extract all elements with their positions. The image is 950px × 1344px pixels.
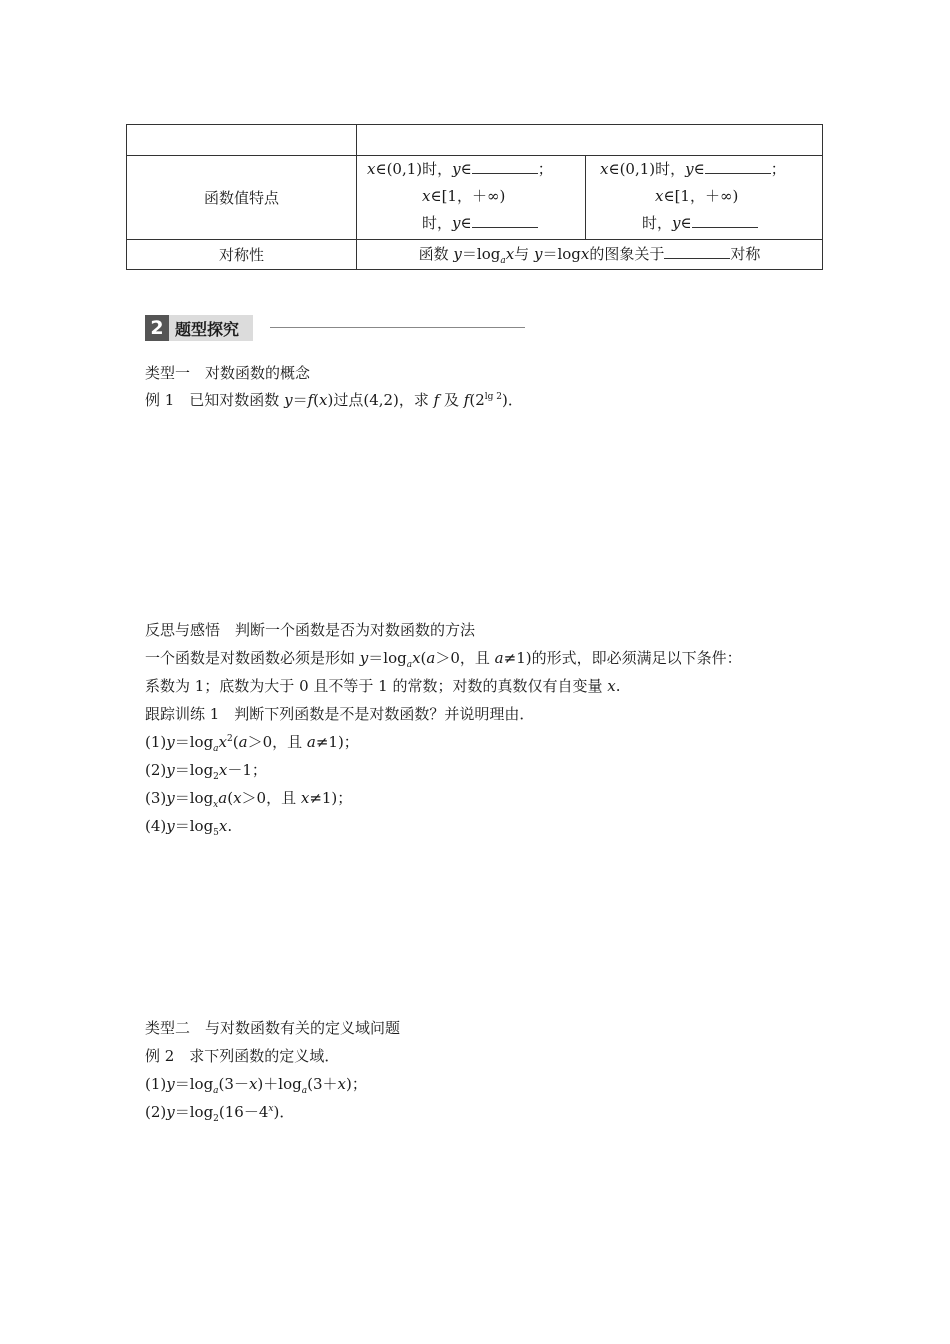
right-line3: 时，y∈ (642, 212, 758, 233)
example2-item2: $(2)y=\log_2(16-4^x)$． (145, 1103, 295, 1124)
left-line3: 时，y∈ (422, 212, 538, 233)
example2-item1: $(1)y=\log_a(3-x)+\log_a(3+x)$； (145, 1075, 367, 1096)
answer-blank[interactable] (664, 244, 730, 259)
example2-heading: 例 2 求下列函数的定义域． (145, 1047, 340, 1065)
left-line1: x∈(0,1)时，y∈ ； (367, 160, 553, 178)
reflection-heading: 反思与感悟 判断一个函数是否为对数函数的方法 (145, 621, 476, 639)
training1-item2: $(2)y=\log_2x-1$； (145, 761, 267, 782)
training1-item3: $(3)y=\log_xa(x>0$，且 x≠1)； (145, 789, 353, 810)
answer-blank[interactable] (472, 159, 538, 174)
table-row2-label-cell (126, 155, 356, 239)
right-line2: x∈[1，＋∞) (655, 187, 739, 205)
section-number: 2 (145, 315, 169, 341)
answer-blank[interactable] (705, 159, 771, 174)
reflection-line2: 系数为 1；底数为大于 0 且不等于 1 的常数；对数的真数仅有自变量 x. (145, 677, 621, 695)
type2-heading: 类型二 与对数函数有关的定义域问题 (145, 1019, 401, 1037)
table-row3-value-cell (356, 239, 823, 270)
example1: 例 1 已知对数函数 y＝f(x)过点(4,2)，求 f 及 $f(2^{lg 2})$． (145, 391, 523, 409)
properties-table (126, 124, 823, 270)
table-row2-right-cell (585, 155, 823, 239)
reflection-line1: 一个函数是对数函数必须是形如 $y=\log_ax(a>0$，且 a≠1)的形式，即必须满足以下条件： (145, 649, 742, 670)
section-title: 题型探究 (169, 315, 253, 341)
table-row2-left-cell (356, 155, 585, 239)
section-divider (270, 327, 525, 328)
answer-blank[interactable] (692, 213, 758, 228)
training1-heading: 跟踪训练 1 判断下列函数是不是对数函数？并说明理由． (145, 705, 535, 723)
table-row3-label: 对称性 (218, 246, 264, 264)
left-line2: x∈[1，＋∞) (422, 187, 506, 205)
answer-blank[interactable] (472, 213, 538, 228)
symmetry-statement: 函数 $y=\log_ax$与 y＝logx的图象关于 对称 (418, 245, 761, 266)
training1-item4: $(4)y=\log_5x$. (145, 817, 233, 838)
section-header (145, 315, 525, 341)
table-row1-label-cell (126, 124, 356, 155)
training1-item1: $(1)y=\log_ax^2(a>0$，且 a≠1)； (145, 733, 359, 754)
table-row1-value-cell (356, 124, 823, 155)
type1-heading: 类型一 对数函数的概念 (145, 364, 311, 382)
table-row2-label: 函数值特点 (203, 189, 279, 207)
right-line1: x∈(0,1)时，y∈ ； (600, 160, 786, 178)
table-row3-label-cell (126, 239, 356, 270)
